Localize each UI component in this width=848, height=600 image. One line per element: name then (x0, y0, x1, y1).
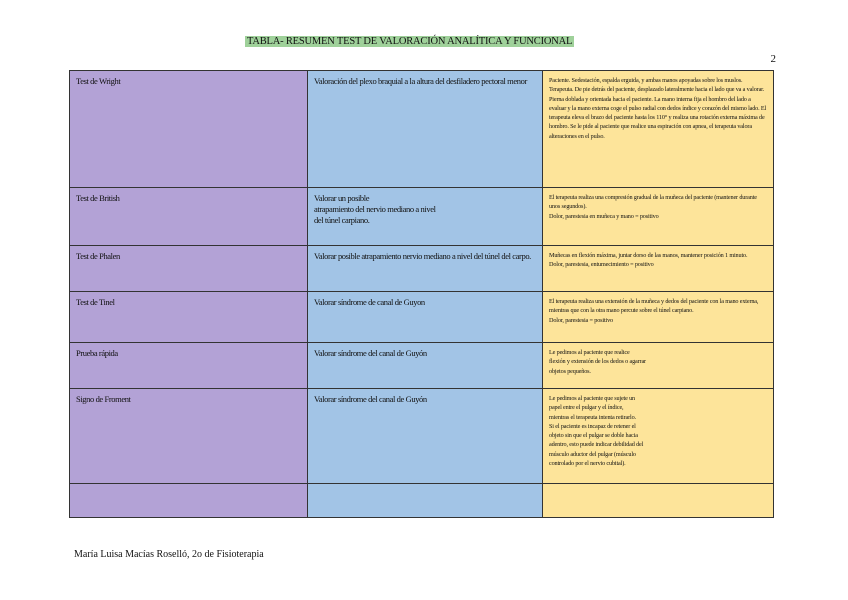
test-description: Le pedimos al paciente que realice flexión y extensión de los dedos o agarrar objetos pequeños. (549, 349, 646, 375)
test-name: Test de Wright (76, 76, 121, 86)
document-title: TABLA- RESUMEN TEST DE VALORACIÓN ANALÍTICA Y FUNCIONAL (247, 36, 573, 47)
footer-author: María Luisa Macías Roselló, 2o de Fisioterapia (74, 549, 264, 560)
test-description: Paciente. Sedestación, espalda erguida, y ambas manos apoyadas sobre los muslos. Terapeuta. De pie detrás del paciente, desplazado lateralmente hacia el lado que va a valorar. Pierna doblada y orientada hacia el paciente. La mano interna fija el hombro del lado a evaluar y la mano externa coge el pulso radial con dedos índice y corazón del mismo lado. El terapeuta eleva el brazo del paciente hasta los 110° y realiza una rotación externa máxima de hombro. Se le pide al paciente que realice una espiración con apnea, el terapeuta valora alteraciones en el pulso. (549, 77, 767, 140)
test-purpose: Valorar síndrome del canal de Guyón (314, 348, 427, 358)
purpose-cell (308, 71, 543, 188)
test-name-cell (70, 246, 308, 292)
test-name-cell (70, 71, 308, 188)
page-number: 2 (770, 53, 776, 65)
description-cell (543, 246, 774, 292)
test-name: Signo de Froment (76, 394, 131, 404)
table-row (70, 188, 774, 246)
test-purpose: Valoración del plexo braquial a la altura del desfiladero pectoral menor (314, 76, 527, 86)
purpose-cell (308, 484, 543, 518)
description-cell (543, 292, 774, 343)
test-purpose: Valorar posible atrapamiento nervio mediano a nivel del túnel del carpo. (314, 251, 531, 261)
test-name: Test de Phalen (76, 251, 120, 261)
description-cell (543, 71, 774, 188)
summary-table (69, 70, 774, 518)
description-cell (543, 389, 774, 484)
test-name-cell (70, 292, 308, 343)
purpose-cell (308, 246, 543, 292)
purpose-cell (308, 343, 543, 389)
test-description: El terapeuta realiza una compresión gradual de la muñeca del paciente (mantener durante unos segundos). Dolor, parestesia en muñeca y mano = positivo (549, 194, 757, 220)
table-row (70, 71, 774, 188)
description-cell (543, 484, 774, 518)
description-cell (543, 188, 774, 246)
test-description: Le pedimos al paciente que sujete un papel entre el pulgar y el índice, mientras el terapeuta intenta retirarlo. Si el paciente es incapaz de retener el objeto sin que el pulgar se doble hacia adentro, esto puede indicar debilidad del músculo aductor del pulgar (músculo controlado por el nervio cubital). (549, 395, 644, 468)
test-name: Prueba rápida (76, 348, 118, 358)
purpose-cell (308, 188, 543, 246)
test-purpose: Valorar síndrome de canal de Guyon (314, 297, 425, 307)
table-row (70, 389, 774, 484)
test-purpose: Valorar un posible atrapamiento del nervio mediano a nivel del túnel carpiano. (314, 193, 436, 225)
description-cell (543, 343, 774, 389)
test-description: Muñecas en flexión máxima, juntar dorso de las manos, mantener posición 1 minuto. Dolor, parestesia, entumecimiento = positivo (549, 252, 748, 269)
table-row (70, 292, 774, 343)
table-row (70, 343, 774, 389)
test-name-cell (70, 484, 308, 518)
test-description: El terapeuta realiza una extensión de la muñeca y dedos del paciente con la mano externa, mientras que con la otra mano percute sobre el túnel carpiano. Dolor, parestesia = positivo (549, 298, 759, 324)
test-name-cell (70, 188, 308, 246)
purpose-cell (308, 292, 543, 343)
purpose-cell (308, 389, 543, 484)
table-row (70, 246, 774, 292)
test-name-cell (70, 343, 308, 389)
test-name: Test de Tinel (76, 297, 115, 307)
test-name-cell (70, 389, 308, 484)
table-row (70, 484, 774, 518)
test-name: Test de British (76, 193, 120, 203)
test-purpose: Valorar síndrome del canal de Guyón (314, 394, 427, 404)
